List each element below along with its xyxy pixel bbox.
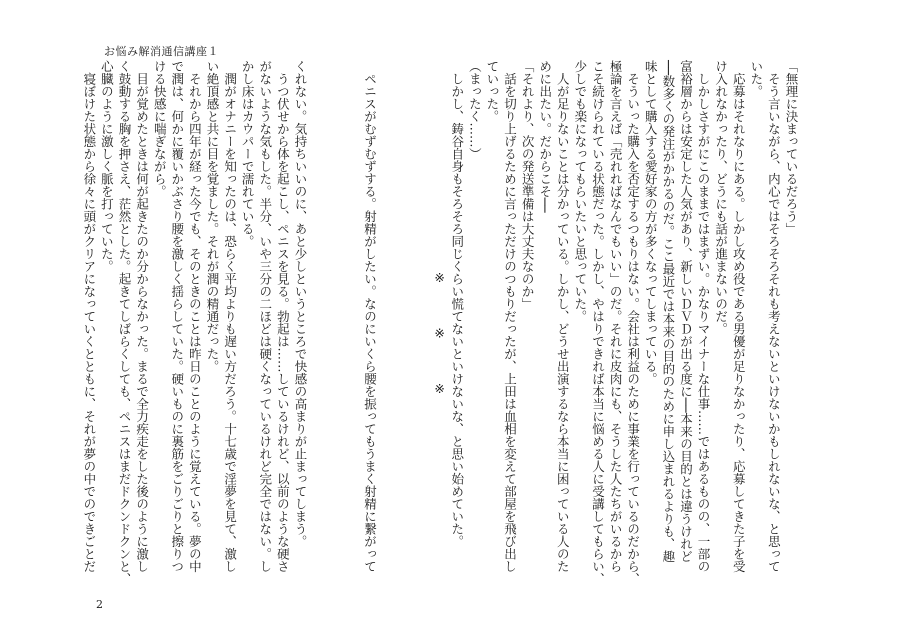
body-line: ける快感に喘ぎながら。 [152,60,168,198]
body-line: 極論を言えば「売れればなんでもいい」のだ。それに皮肉にも、そうした人たちがいるから [608,60,624,573]
body-line: そう言いながら、内心ではそろそろそれも考えないといけないかもしれないな、と思って [766,60,782,573]
body-line: け入れなかったり、どうにも話が進まないのだ。 [713,60,729,335]
body-line: しかし、鋳谷自身もそろそろ同じくらい慌てないといけないな、と思い始めていた。 [449,60,465,548]
body-line: 寝ぼけた状態から徐々に頭がクリアになっていくとともに、それが夢の中でのできごとだ [81,60,97,573]
body-line: 心臓のように激しく脈を打っていた。 [99,60,115,273]
body-line: で潤は、何かに覆いかぶさり腰を激しく揺らしていた。硬いものに裏筋をごりごりと擦りつ [169,60,185,573]
body-line: い絶頂感と共に目を覚ました。それが潤の精通だった。 [204,60,220,373]
body-line: 少しでも楽になってもらいたいと思っていた。 [572,60,588,323]
body-line: くれない。気持ちいいのに、あと少しというところで快感の高まりが止まってしまう。 [292,60,308,548]
body-line: く鼓動する胸を押さえ、茫然とした。起きてしばらくしても、ペニスはまだドクンドクンと、 [117,60,132,585]
vertical-body-text [80,60,800,585]
body-line: 味として購入する愛好家の方が多くなってしまっている。 [643,60,659,385]
scene-break: ※ ※ ※ [432,270,448,410]
body-line: いた。 [748,60,764,98]
body-line: 潤がオナニーを知ったのは、恐らく平均よりも遅い方だろう。十七歳で淫夢を見て、激し [222,60,238,573]
body-line: 富裕層からは安定した人気があり、新しいＤＶＤが出る度に──本来の目的とは違うけれど [678,60,694,563]
body-line: めに出たい。だからこそ── [537,60,553,213]
body-line: ペニスがむずむずする。射精がしたい。なのにいくら腰を振ってもうまく射精に繋がって [362,60,378,573]
body-line: 人が足りないことは分かっている。しかし、どうせ出演するなら本当に困っている人のた [555,60,571,573]
body-line: 「無理に決まっているだろう」 [784,60,799,235]
body-line: 応募はそれなりにある。しかし攻め役である男優が足りなかったり、応募してきた子を受 [731,60,747,573]
body-line: 目が覚めたときは何が起きたのか分からなかった。まるで全力疾走をした後のように激し [134,60,150,573]
body-line: こそ続けられている状態だった。しかし、やはりできれば本当に悩める人に受講してもらい、 [590,60,606,585]
body-line: 話を切り上げるために言っただけのつもりだったが、上田は血相を変えて部屋を飛び出し [502,60,518,573]
body-line: 「それより、次の発送準備は大丈夫なのか」 [520,60,536,310]
body-line: かし床はカウパーで濡れている。 [240,60,256,248]
body-line: しかしさすがにこのままではまずい。かなりマイナーな仕事……ではあるものの、一部の [696,60,712,573]
page-number: 2 [96,598,103,611]
body-line: ていった。 [484,60,500,123]
body-line: そういった購入を否定するつもりはない。会社は利益のために事業を行っているのだから、 [625,60,641,585]
body-line: うつ伏せから体を起こし、ペニスを見る。勃起は……しているけれど、以前のような硬さ [275,60,291,573]
body-line: ──数多くの発注がかかるのだ。ここ最近では本来の目的のために申し込まれるよりも、趣 [660,60,676,563]
body-line: それから四年が経った今でも、そのときのことは昨日のことのように覚えている。夢の中 [187,60,203,573]
body-line: がないような気もした。半分、いや三分の二ほどは硬くなっているけれど完全ではない。し [257,60,273,573]
running-head: お悩み解消通信講座１ [104,45,219,58]
body-line: （まったく……） [467,60,483,160]
